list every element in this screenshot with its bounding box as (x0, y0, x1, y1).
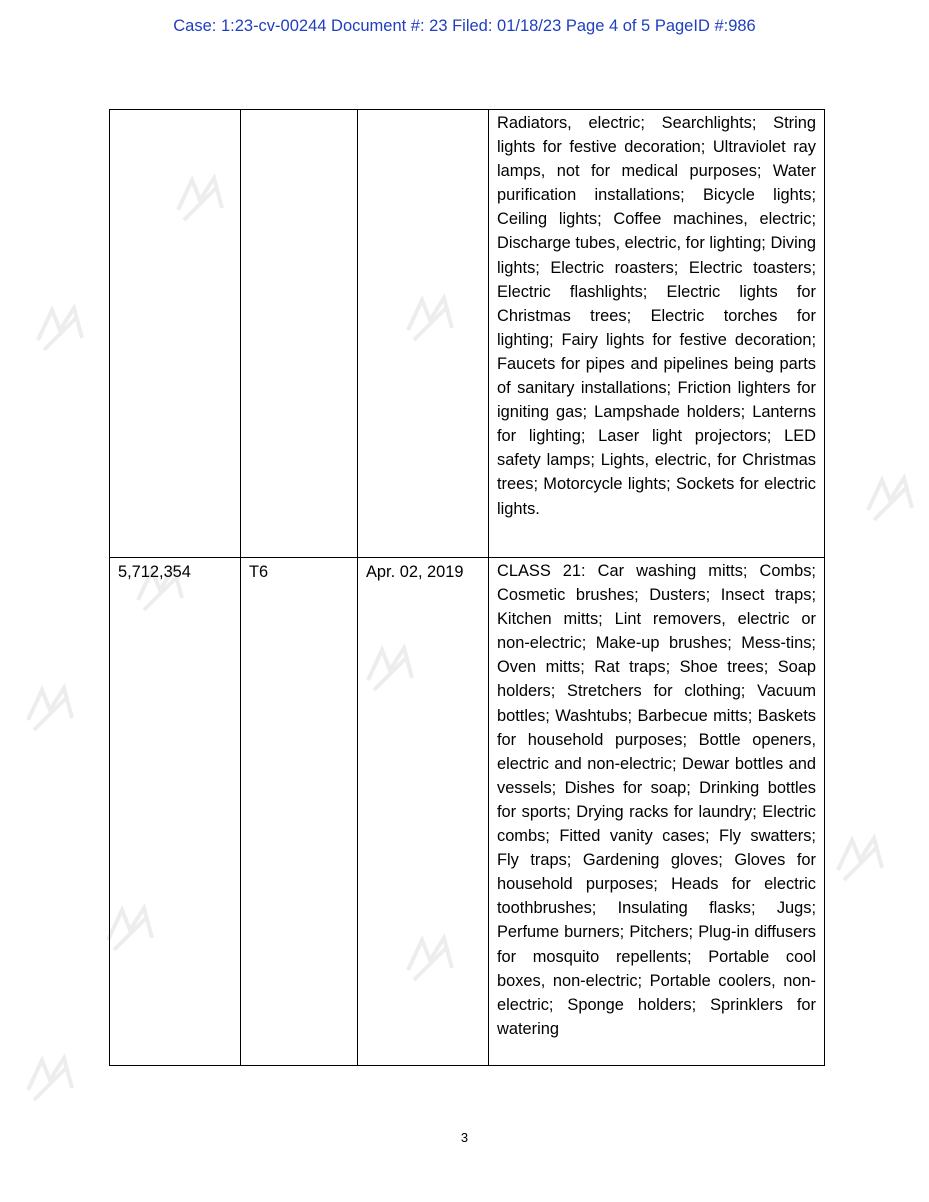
registration-cell (110, 558, 241, 1066)
watermark-stamp-icon (20, 1050, 80, 1110)
watermark-stamp-icon (20, 680, 80, 740)
mark-cell (241, 110, 358, 558)
mark-cell (241, 558, 358, 1066)
mark-name: T6 (249, 563, 269, 581)
goods-description: CLASS 21: Car washing mitts; Combs; Cosmetic brushes; Dusters; Insect traps; Kitchen mitts; Lint removers, electric or non-electric; Make-up brushes; Mess-tins; Oven mitts; Rat traps; Shoe trees; Soap holders; Stretchers for clothing; Vacuum bottles; Washtubs; Barbecue mitts; Baskets for household purposes; Bottle openers, electric and non-electric; Dewar bottles and vessels; Dishes for soap; Drinking bottles for sports; Drying racks for laundry; Electric combs; Fitted vanity cases; Fly swatters; Fly traps; Gardening gloves; Gloves for household purposes; Heads for electric toothbrushes; Insulating flasks; Jugs; Perfume burners; Pitchers; Plug-in diffusers for mosquito repellents; Portable cool boxes, non-electric; Portable coolers, non-electric; Sponge holders; Sprinklers for watering (497, 562, 816, 1038)
registration-number: 5,712,354 (118, 563, 191, 581)
goods-description: Radiators, electric; Searchlights; String lights for festive decoration; Ultraviolet ray lamps, not for medical purposes; Water purification installations; Bicycle lights; Ceiling lights; Coffee machines, electric; Discharge tubes, electric, for lighting; Diving lights; Electric roasters; Electric toasters; Electric flashlights; Electric lights for Christmas trees; Electric torches for lighting; Fairy lights for festive decoration; Faucets for pipes and pipelines being parts of sanitary installations; Friction lighters for igniting gas; Lampshade holders; Lanterns for lighting; Laser light projectors; LED safety lamps; Lights, electric, for Christmas trees; Motorcycle lights; Sockets for electric lights. (497, 114, 816, 518)
watermark-stamp-icon (830, 830, 890, 890)
date-cell (358, 558, 489, 1066)
registration-date: Apr. 02, 2019 (366, 563, 464, 581)
table-row (110, 110, 825, 558)
watermark-stamp-icon (860, 470, 920, 530)
watermark-stamp-icon (30, 300, 90, 360)
registration-number (110, 110, 240, 116)
goods-cell (489, 558, 825, 1066)
date-cell (358, 110, 489, 558)
mark-name (241, 110, 357, 116)
page-number: 3 (460, 1130, 469, 1145)
registration-cell (110, 110, 241, 558)
registration-date (358, 110, 488, 116)
trademark-table (109, 109, 825, 1066)
table-row (110, 558, 825, 1066)
goods-cell (489, 110, 825, 558)
case-header: Case: 1:23-cv-00244 Document #: 23 Filed: 01/18/23 Page 4 of 5 PageID #:986 (173, 17, 756, 35)
